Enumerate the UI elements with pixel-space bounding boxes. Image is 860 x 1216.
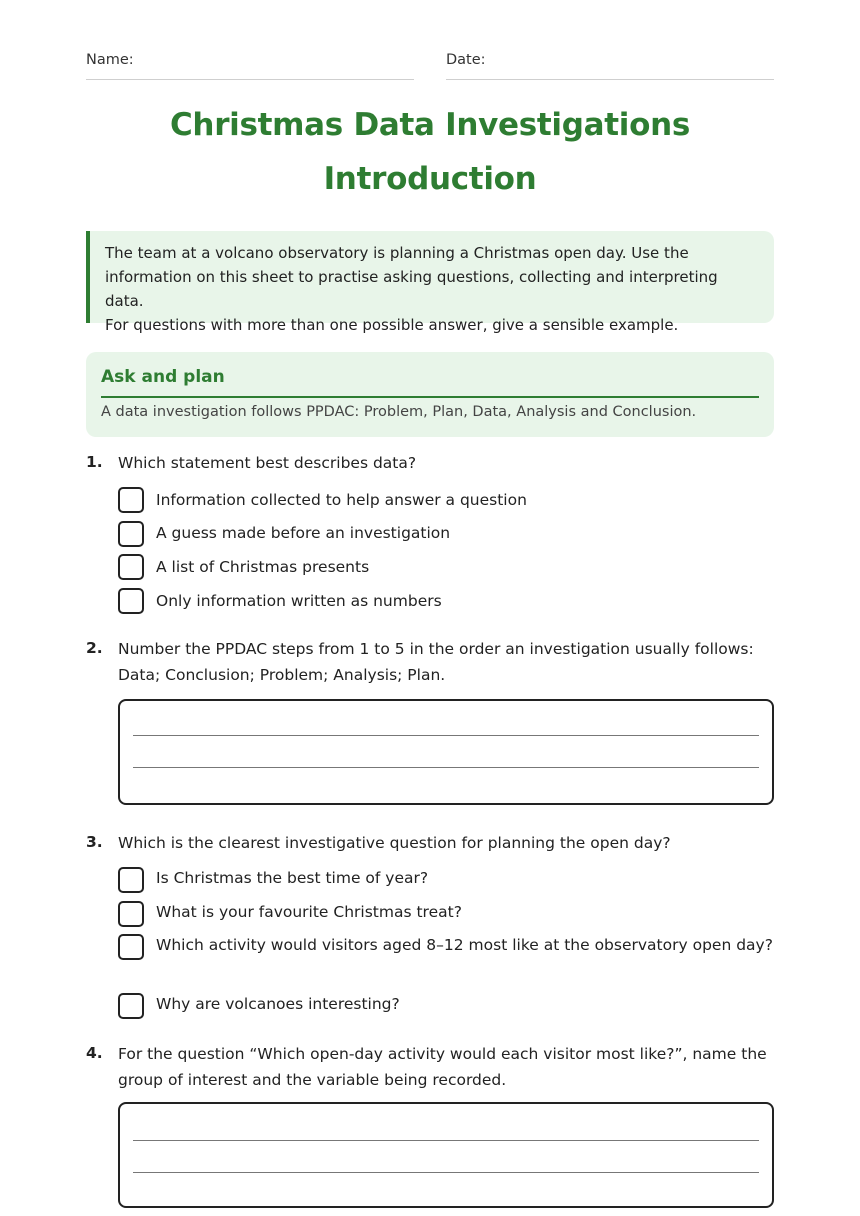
intro-callout — [86, 231, 774, 334]
intro-line-1: The team at a volcano observatory is planning a Christmas open day. Use the — [105, 244, 689, 262]
date-label: Date: — [446, 52, 486, 68]
name-label: Name: — [86, 52, 134, 68]
checkbox[interactable] — [118, 554, 144, 580]
question-number: 2. — [86, 639, 103, 657]
option-label: Which activity would visitors aged 8–12 most like at the observatory open day? — [156, 936, 773, 954]
answer-line — [133, 735, 759, 736]
option-label: Information collected to help answer a question — [156, 491, 527, 509]
q2-answer-box[interactable] — [118, 699, 774, 805]
answer-line — [133, 1172, 759, 1173]
section-subtitle: A data investigation follows PPDAC: Problem, Plan, Data, Analysis and Conclusion. — [101, 404, 697, 420]
question-text: Which is the clearest investigative question for planning the open day? — [118, 834, 671, 852]
question-text: For the question “Which open-day activity would each visitor most like?”, name the group of interest and the variable being recorded. — [118, 1045, 767, 1089]
intro-line-3: For questions with more than one possible answer, give a sensible example. — [105, 316, 679, 334]
intro-line-2: information on this sheet to practise asking questions, collecting and interpreting data. — [105, 268, 718, 310]
option-label: Is Christmas the best time of year? — [156, 869, 429, 887]
option-label: A list of Christmas presents — [156, 558, 370, 576]
date-field[interactable] — [446, 52, 774, 80]
section-heading: Ask and plan — [101, 365, 759, 398]
option-label: Why are volcanoes interesting? — [156, 995, 400, 1013]
checkbox[interactable] — [118, 487, 144, 513]
answer-line — [133, 1140, 759, 1141]
option-label: Only information written as numbers — [156, 592, 442, 610]
title-line-2: Introduction — [323, 161, 537, 197]
checkbox[interactable] — [118, 588, 144, 614]
checkbox[interactable] — [118, 521, 144, 547]
answer-line — [133, 767, 759, 768]
question-number: 4. — [86, 1044, 103, 1062]
option-label: What is your favourite Christmas treat? — [156, 903, 462, 921]
name-field[interactable] — [86, 52, 414, 80]
checkbox[interactable] — [118, 934, 144, 960]
question-text: Number the PPDAC steps from 1 to 5 in the order an investigation usually follows: Data; Conclusion; Problem; Analysis; Plan. — [118, 640, 754, 684]
question-number: 3. — [86, 833, 103, 851]
question-text: Which statement best describes data? — [118, 454, 417, 472]
page-title — [86, 98, 774, 206]
title-line-1: Christmas Data Investigations — [169, 107, 691, 143]
q4-answer-box[interactable] — [118, 1102, 774, 1208]
section-ask-and-plan — [86, 352, 774, 437]
checkbox[interactable] — [118, 901, 144, 927]
question-number: 1. — [86, 453, 103, 471]
header-fields — [86, 52, 774, 80]
checkbox[interactable] — [118, 867, 144, 893]
option-label: A guess made before an investigation — [156, 524, 451, 542]
checkbox[interactable] — [118, 993, 144, 1019]
